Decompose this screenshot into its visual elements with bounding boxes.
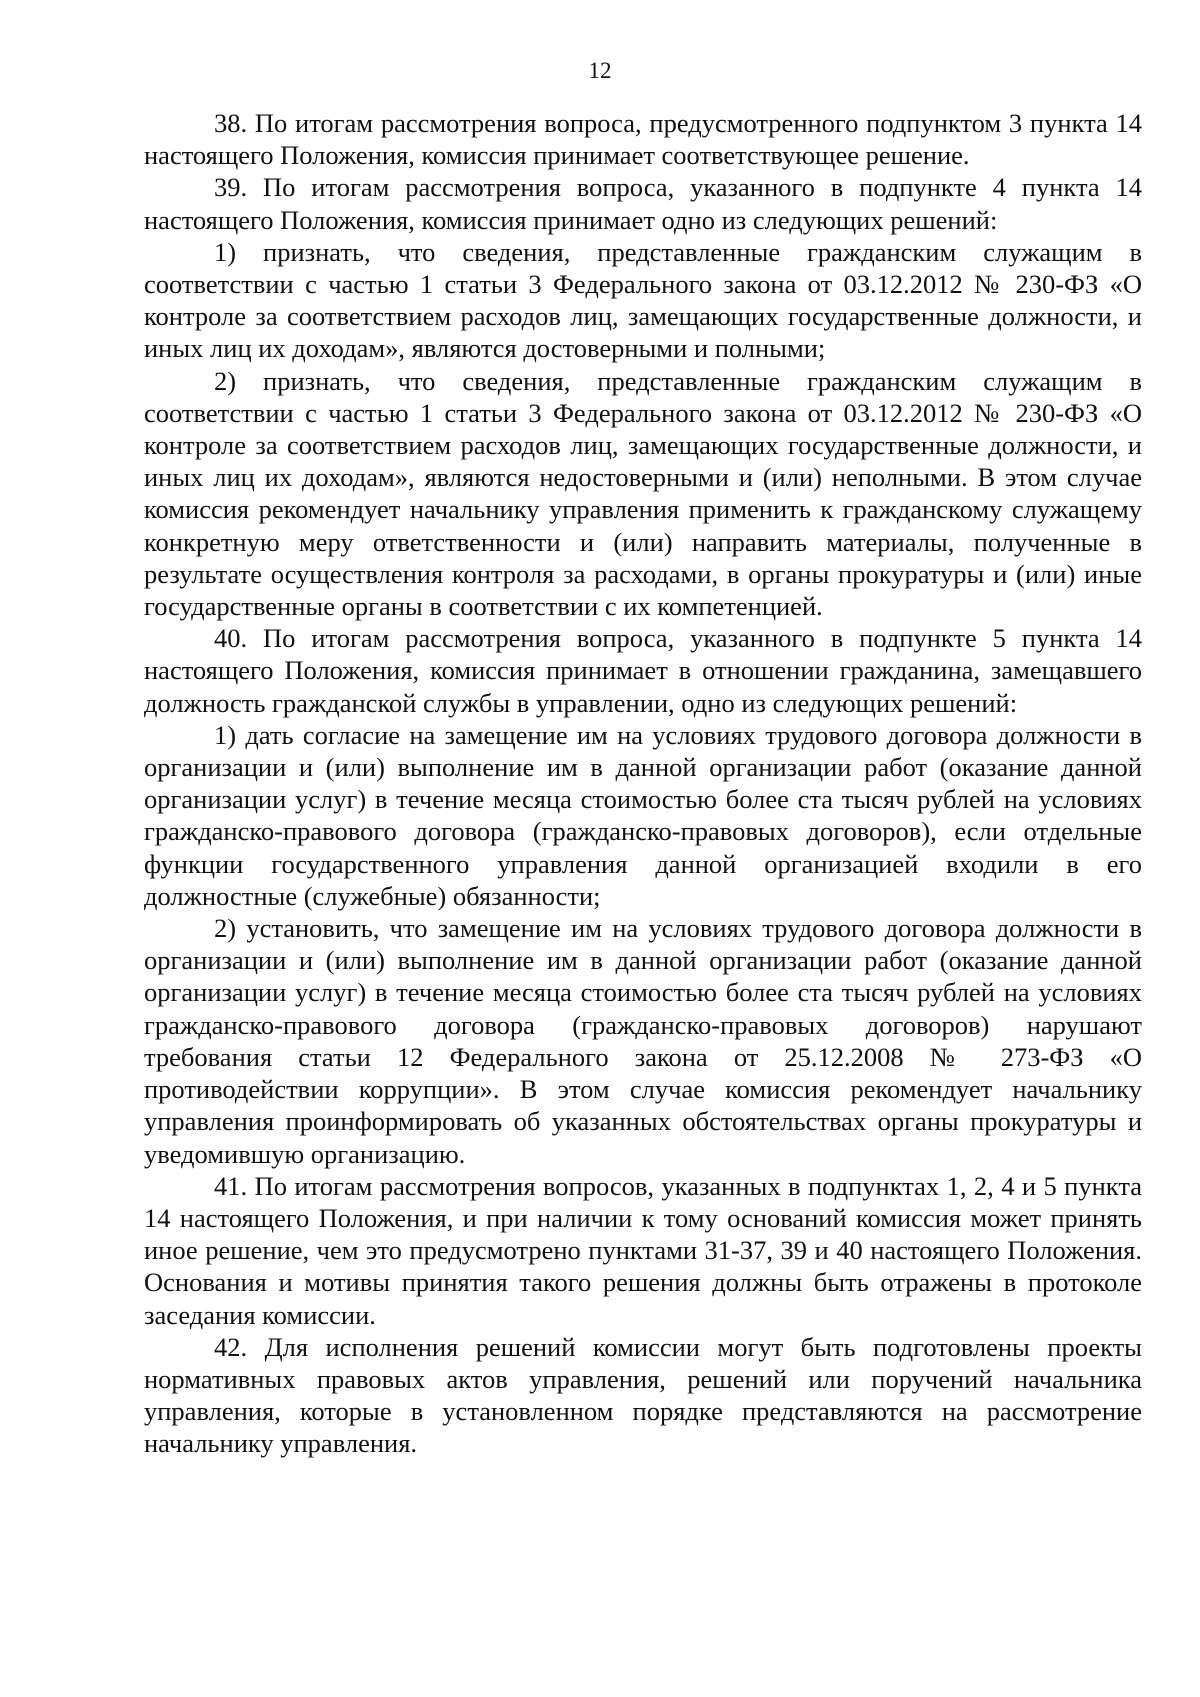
paragraph-40-item-2: 2) установить, что замещение им на условиях трудового договора должности в организации и (или) выполнение им в данной организации работ (оказание данной организации услуг) в течение месяца стоимостью более ста тысяч рублей на условиях гражданско-правового договора (гражданско-правовых договоров) нарушают требования статьи 12 Федерального закона от 25.12.2008 № 273-ФЗ «О противодействии коррупции». В этом случае комиссия рекомендует начальнику управления проинформировать об указанных обстоятельствах органы прокуратуры и уведомившую организацию. bbox=[144, 913, 1142, 1169]
paragraph-41: 41. По итогам рассмотрения вопросов, указанных в подпунктах 1, 2, 4 и 5 пункта 14 настоящего Положения, и при наличии к тому оснований комиссия может принять иное решение, чем это предусмотрено пунктами 31-37, 39 и 40 настоящего Положения. Основания и мотивы принятия такого решения должны быть отражены в протоколе заседания комиссии. bbox=[144, 1170, 1142, 1330]
paragraph-40: 40. По итогам рассмотрения вопроса, указанного в подпункте 5 пункта 14 настоящего Положения, комиссия принимает в отношении гражданина, замещавшего должность гражданской службы в управлении, одно из следующих решений: bbox=[144, 623, 1142, 718]
paragraph-38: 38. По итогам рассмотрения вопроса, предусмотренного подпунктом 3 пункта 14 настоящего Положения, комиссия принимает соответствующее решение. bbox=[144, 108, 1142, 171]
paragraph-39-item-1: 1) признать, что сведения, представленные гражданским служащим в соответствии с частью 1 статьи 3 Федерального закона от 03.12.2012 № 230-ФЗ «О контроле за соответствием расходов лиц, замещающих государственные должности, и иных лиц их доходам», являются достоверными и полными; bbox=[144, 236, 1142, 364]
paragraph-40-item-1: 1) дать согласие на замещение им на условиях трудового договора должности в организации и (или) выполнение им в данной организации работ (оказание данной организации услуг) в течение месяца стоимостью более ста тысяч рублей на условиях гражданско-правового договора (гражданско-правовых договоров), если отдельные функции государственного управления данной организацией входили в его должностные (служебные) обязанности; bbox=[144, 719, 1142, 911]
page-number: 12 bbox=[588, 58, 612, 83]
document-body bbox=[144, 107, 1142, 1460]
paragraph-39: 39. По итогам рассмотрения вопроса, указанного в подпункте 4 пункта 14 настоящего Положения, комиссия принимает одно из следующих решений: bbox=[144, 172, 1142, 235]
paragraph-42: 42. Для исполнения решений комиссии могут быть подготовлены проекты нормативных правовых актов управления, решений или поручений начальника управления, которые в установленном порядке представляются на рассмотрение начальнику управления. bbox=[144, 1331, 1142, 1459]
paragraph-39-item-2: 2) признать, что сведения, представленные гражданским служащим в соответствии с частью 1 статьи 3 Федерального закона от 03.12.2012 № 230-ФЗ «О контроле за соответствием расходов лиц, замещающих государственные должности, и иных лиц их доходам», являются недостоверными и (или) неполными. В этом случае комиссия рекомендует начальнику управления применить к гражданскому служащему конкретную меру ответственности и (или) направить материалы, полученные в результате осуществления контроля за расходами, в органы прокуратуры и (или) иные государственные органы в соответствии с их компетенцией. bbox=[144, 365, 1142, 622]
